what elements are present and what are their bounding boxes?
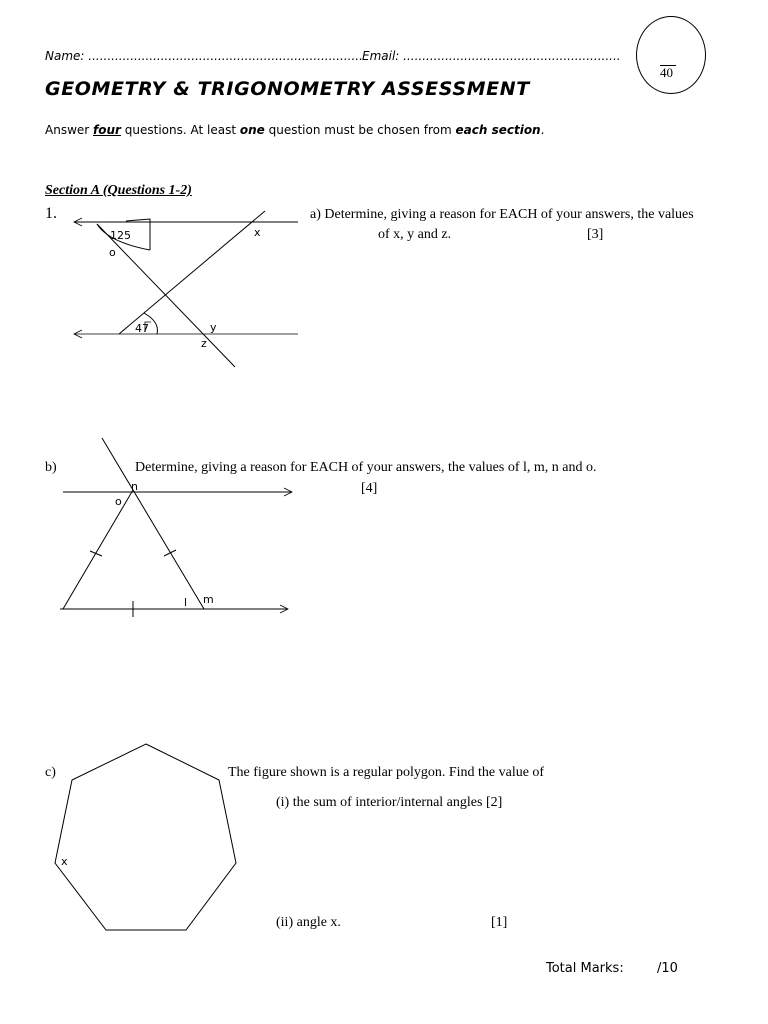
total-marks-label: Total Marks: bbox=[546, 961, 624, 976]
instructions-text-4: . bbox=[540, 123, 545, 137]
fig-1c-heptagon bbox=[55, 744, 236, 930]
question-1c-part-i: (i) the sum of interior/internal angles [2] bbox=[276, 795, 503, 810]
fig-1a-label-125: 125 bbox=[110, 229, 131, 242]
fig-1a-label-47: 47 bbox=[135, 322, 149, 335]
question-1c-text: The figure shown is a regular polygon. Find the value of bbox=[228, 765, 545, 780]
instructions-emphasis-four: four bbox=[93, 123, 121, 137]
section-a-heading: Section A (Questions 1-2) bbox=[45, 183, 192, 198]
question-1-number: 1. bbox=[45, 205, 57, 222]
total-marks-value: /10 bbox=[657, 961, 678, 976]
score-total: 40 bbox=[660, 65, 673, 80]
fig-1b-label-l: l bbox=[184, 596, 188, 609]
fig-1a-label-o: o bbox=[109, 246, 116, 259]
instructions-emphasis-one: one bbox=[239, 123, 265, 137]
fig-1a-label-y: y bbox=[210, 321, 217, 334]
page-title: GEOMETRY & TRIGONOMETRY ASSESSMENT bbox=[45, 78, 530, 100]
email-field-label: Email: ......................................................... bbox=[362, 49, 621, 63]
question-1a-text: a) Determine, giving a reason for EACH of your answers, the values bbox=[310, 207, 694, 222]
question-1c-label: c) bbox=[45, 765, 56, 780]
fig-1b-label-n: n bbox=[131, 480, 138, 493]
question-1c-part-ii-marks: [1] bbox=[491, 915, 508, 930]
question-1c-part-ii: (ii) angle x. bbox=[276, 915, 341, 930]
instructions-text-3: question must be chosen from bbox=[264, 123, 456, 137]
question-1b-label: b) bbox=[45, 460, 57, 475]
fig-1b-label-m: m bbox=[203, 593, 214, 606]
fig-1b-label-o: o bbox=[115, 495, 122, 508]
fig-1c-label-x: x bbox=[61, 855, 68, 868]
question-1a-text-2: of x, y and z. bbox=[378, 227, 452, 242]
question-1b-text: Determine, giving a reason for EACH of your answers, the values of l, m, n and o. bbox=[135, 460, 597, 475]
instructions-text-1: Answer bbox=[45, 123, 94, 137]
fig-1a-label-x: x bbox=[254, 226, 261, 239]
question-1a-marks: [3] bbox=[587, 227, 604, 242]
instructions-emphasis-each-section: each section bbox=[455, 123, 541, 137]
instructions-text-2: questions. At least bbox=[120, 123, 240, 137]
question-1b-marks: [4] bbox=[361, 481, 378, 496]
name-field-label: Name: ........................................................................ bbox=[45, 49, 363, 63]
fig-1a-label-z: z bbox=[201, 337, 207, 350]
